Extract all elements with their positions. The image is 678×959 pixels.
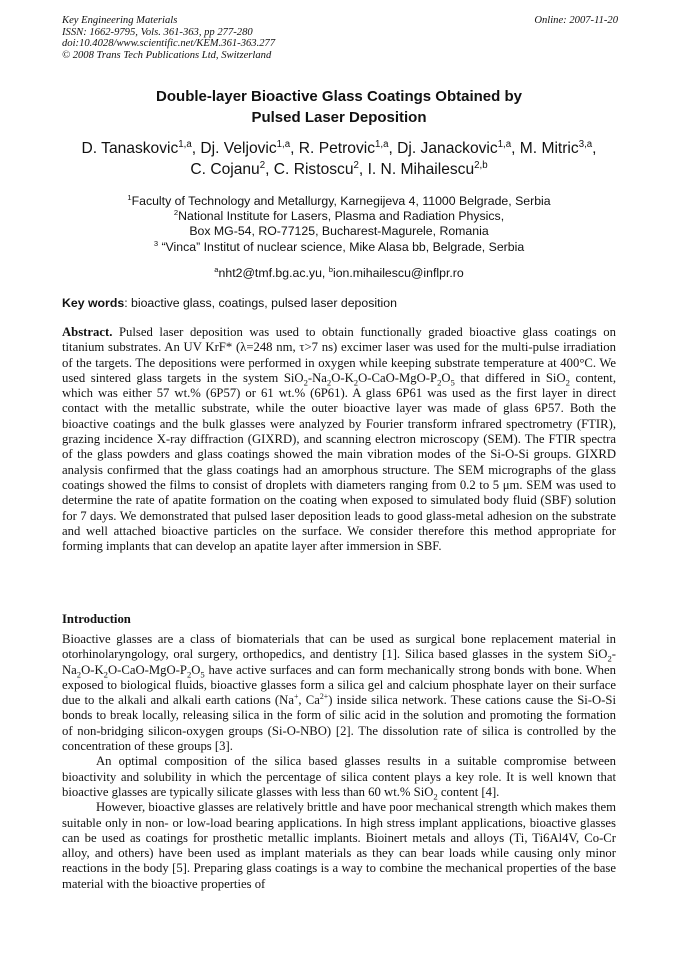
journal-header bbox=[62, 15, 618, 61]
subscript: 2 bbox=[437, 377, 442, 388]
abstract bbox=[62, 325, 616, 554]
subscript: 2 bbox=[565, 377, 570, 388]
subscript: 2 bbox=[433, 791, 438, 802]
paragraph-text: ) inside silica network. These cations cause the Si-O-Si bonds to break locally, releasing silica in the form of silic acid in the solution and promoting the formation of non-bridging silicon-oxygen groups (Si-O-NBO) [2]. The dissolution rate of silica is controlled by the concentration of these groups [3]. bbox=[62, 693, 616, 754]
copyright-line: © 2008 Trans Tech Publications Ltd, Switzerland bbox=[62, 49, 272, 61]
email-mark: a bbox=[214, 264, 219, 274]
paragraph-text: O-CaO-MgO-P bbox=[107, 662, 187, 677]
author-name: C. Ristoscu bbox=[273, 160, 354, 178]
paragraph-text: O bbox=[191, 662, 201, 677]
subscript: 5 bbox=[450, 377, 455, 388]
subscript: 2 bbox=[76, 669, 82, 680]
paragraph-text: Bioactive glasses are a class of biomaterials that can be used as surgical bone replacement material in otorhinolaryngology, oral surgery, orthopedics, and dentistry [1]. Silica based glasses in the system SiO bbox=[62, 632, 616, 662]
affiliations bbox=[62, 194, 616, 255]
affiliation-mark: 1 bbox=[127, 192, 132, 202]
author-name: D. Tanaskovic bbox=[81, 140, 179, 157]
author-affiliation-mark: 1,a bbox=[276, 138, 291, 150]
affiliation-2: National Institute for Lasers, Plasma and Radiation Physics, bbox=[178, 209, 505, 224]
author-affiliation-mark: 2 bbox=[259, 159, 266, 171]
title-line-2: Pulsed Laser Deposition bbox=[251, 109, 427, 126]
abstract-text: that differed in SiO bbox=[454, 370, 566, 385]
affiliation-1: Faculty of Technology and Metallurgy, Karnegijeva 4, 11000 Belgrade, Serbia bbox=[131, 194, 551, 208]
paragraph: However, bioactive glasses are relatively brittle and have poor mechanical strength which makes them suitable only in non- or low-load bearing applications. In high stress implant applications, bioactive glasses can be used as coatings for prosthetic metallic implants. Bioinert metals and alloys (Ti, Ti6Al4V, Co-Cr alloy, and others) have been used as implant materials as they can bear loads while causing only minor reactions in the body [5]. Preparing glass coatings is a way to combine the mechanical properties of the base material with the bioactive properties of bbox=[62, 800, 616, 891]
author-affiliation-mark: 3,a bbox=[578, 138, 593, 150]
online-date: Online: 2007-11-20 bbox=[534, 15, 618, 26]
introduction-body bbox=[62, 632, 616, 892]
author-name: I. N. Mihailescu bbox=[367, 160, 475, 178]
paragraph-text: , Ca bbox=[298, 693, 320, 708]
subscript: 2 bbox=[103, 669, 108, 680]
email-line bbox=[62, 266, 616, 281]
issn-line: ISSN: 1662-9795, Vols. 361-363, pp 277-280 bbox=[62, 26, 253, 38]
subscript: 2 bbox=[303, 377, 308, 388]
author-name: C. Cojanu bbox=[190, 160, 260, 178]
author-affiliation-mark: 1,a bbox=[497, 138, 512, 150]
paragraph-text: O-K bbox=[81, 662, 104, 677]
paragraph bbox=[62, 632, 616, 754]
superscript: 2+ bbox=[319, 691, 329, 701]
paragraph-text: have active surfaces and can form mechanically strong bonds with bone. When exposed to biological fluids, bioactive glasses form a silica gel and calcium phosphate layer on their surface due to the alkali and alkali earth cations (Na bbox=[62, 662, 616, 708]
paragraph-text: An optimal composition of the silica based glasses results in a suitable compromise between bioactivity and solubility in which the percentage of silica content plays a key role. It is well known that bioactive glasses are typically silicate glasses with less than 60 wt.% SiO bbox=[62, 754, 616, 799]
subscript: 5 bbox=[200, 669, 205, 680]
abstract-text: O bbox=[441, 370, 451, 385]
superscript: + bbox=[293, 691, 299, 701]
subscript: 2 bbox=[326, 377, 332, 388]
section-heading-introduction: Introduction bbox=[62, 612, 131, 626]
subscript: 2 bbox=[607, 653, 612, 664]
author-name: Dj. Janackovic bbox=[397, 140, 498, 157]
keywords-label: Key words bbox=[62, 296, 125, 310]
author-affiliation-mark: 2,b bbox=[474, 159, 488, 171]
paragraph bbox=[62, 754, 616, 800]
affiliation-mark: 3 bbox=[153, 238, 159, 248]
author-list: D. Tanaskovic$^{1,a}$, Dj. Veljovic$^{1,a}$, R. Petrovic$^{1,a}$, Dj. Janackovic$^{1,a}$, M. Mitric$^{3,a}$, C. Cojanu$^2$, C. Ristoscu$^2$, I. N. Mihailescu$^{2,b}$ bbox=[81, 138, 597, 178]
subscript: 2 bbox=[353, 377, 359, 388]
author-affiliation-mark: 2 bbox=[353, 159, 359, 171]
abstract-text: content, which was either 57 wt.% (6P57) or 61 wt.% (6P61). A glass 6P61 was used as the first layer in direct contact with the metallic substrate, while the outer bioactive layer was made of glass 6P57. Both the bioactive coatings and the bulk glasses were analyzed by Fourier transform infrared spectrometry (FTIR), grazing incidence X-ray diffraction (GIXRD), and scanning electron microscopy (SEM). The FTIR spectra of the glass powders and glass coatings showed the main vibration modes of the Si-O-Si groups. GIXRD analysis confirmed that the glass coatings had an amorphous structure. The SEM micrographs of the glass coatings showed the films to consist of droplets with diameters ranging from 0.2 to 5 μm. SEM was used to determine the rate of apatite formation on the coating when exposed to simulated body fluid (SBF) solution for 7 days. We demonstrated that pulsed laser deposition leads to good glass-metal adhesion on the substrate and well attached bioactive particles on the surface. We consider therefore this method appropriate for forming implants that can develop an apatite layer after immersion in SBF. bbox=[62, 370, 616, 554]
paragraph-text: content [4]. bbox=[437, 784, 500, 799]
author-name: M. Mitric bbox=[519, 140, 579, 157]
affiliation-2-address: Box MG-54, RO-77125, Bucharest-Magurele, Romania bbox=[189, 224, 489, 239]
author-affiliation-mark: 1,a bbox=[178, 138, 192, 150]
paragraph-text: -Na bbox=[62, 647, 616, 677]
email-b[interactable]: ion.mihailescu@inflpr.ro bbox=[332, 266, 464, 280]
abstract-text: O-K bbox=[331, 370, 354, 385]
abstract-text: Pulsed laser deposition was used to obtain functionally graded bioactive glass coatings on titanium substrates. An UV KrF* (λ=248 nm, τ>7 ns) excimer laser was used for the multi-pulse irradiation of the targets. The depositions were performed in oxygen while keeping substrate temperature at 400°C. We used sintered glass targets in the system SiO bbox=[62, 325, 616, 385]
title-line-1: Double-layer Bioactive Glass Coatings Obtained by bbox=[156, 88, 522, 105]
subscript: 2 bbox=[186, 669, 192, 680]
email-a[interactable]: nht2@tmf.bg.ac.yu, bbox=[218, 266, 329, 280]
author-name: Dj. Veljovic bbox=[200, 140, 277, 157]
abstract-text: -Na bbox=[307, 370, 327, 385]
journal-name: Key Engineering Materials bbox=[62, 15, 178, 26]
author-affiliation-mark: 1,a bbox=[375, 138, 389, 150]
email-mark: b bbox=[328, 264, 333, 274]
keywords bbox=[62, 296, 616, 311]
doi-line: doi:10.4028/www.scientific.net/KEM.361-363.277 bbox=[62, 38, 276, 49]
abstract-text: O-CaO-MgO-P bbox=[358, 370, 438, 385]
affiliation-mark: 2 bbox=[173, 208, 179, 218]
paper-title bbox=[62, 86, 616, 128]
keywords-text: : bioactive glass, coatings, pulsed laser deposition bbox=[124, 296, 397, 310]
affiliation-3: “Vinca” Institut of nuclear science, Mike Alasa bb, Belgrade, Serbia bbox=[158, 239, 525, 254]
author-name: R. Petrovic bbox=[298, 140, 376, 157]
abstract-label: Abstract. bbox=[62, 325, 113, 339]
